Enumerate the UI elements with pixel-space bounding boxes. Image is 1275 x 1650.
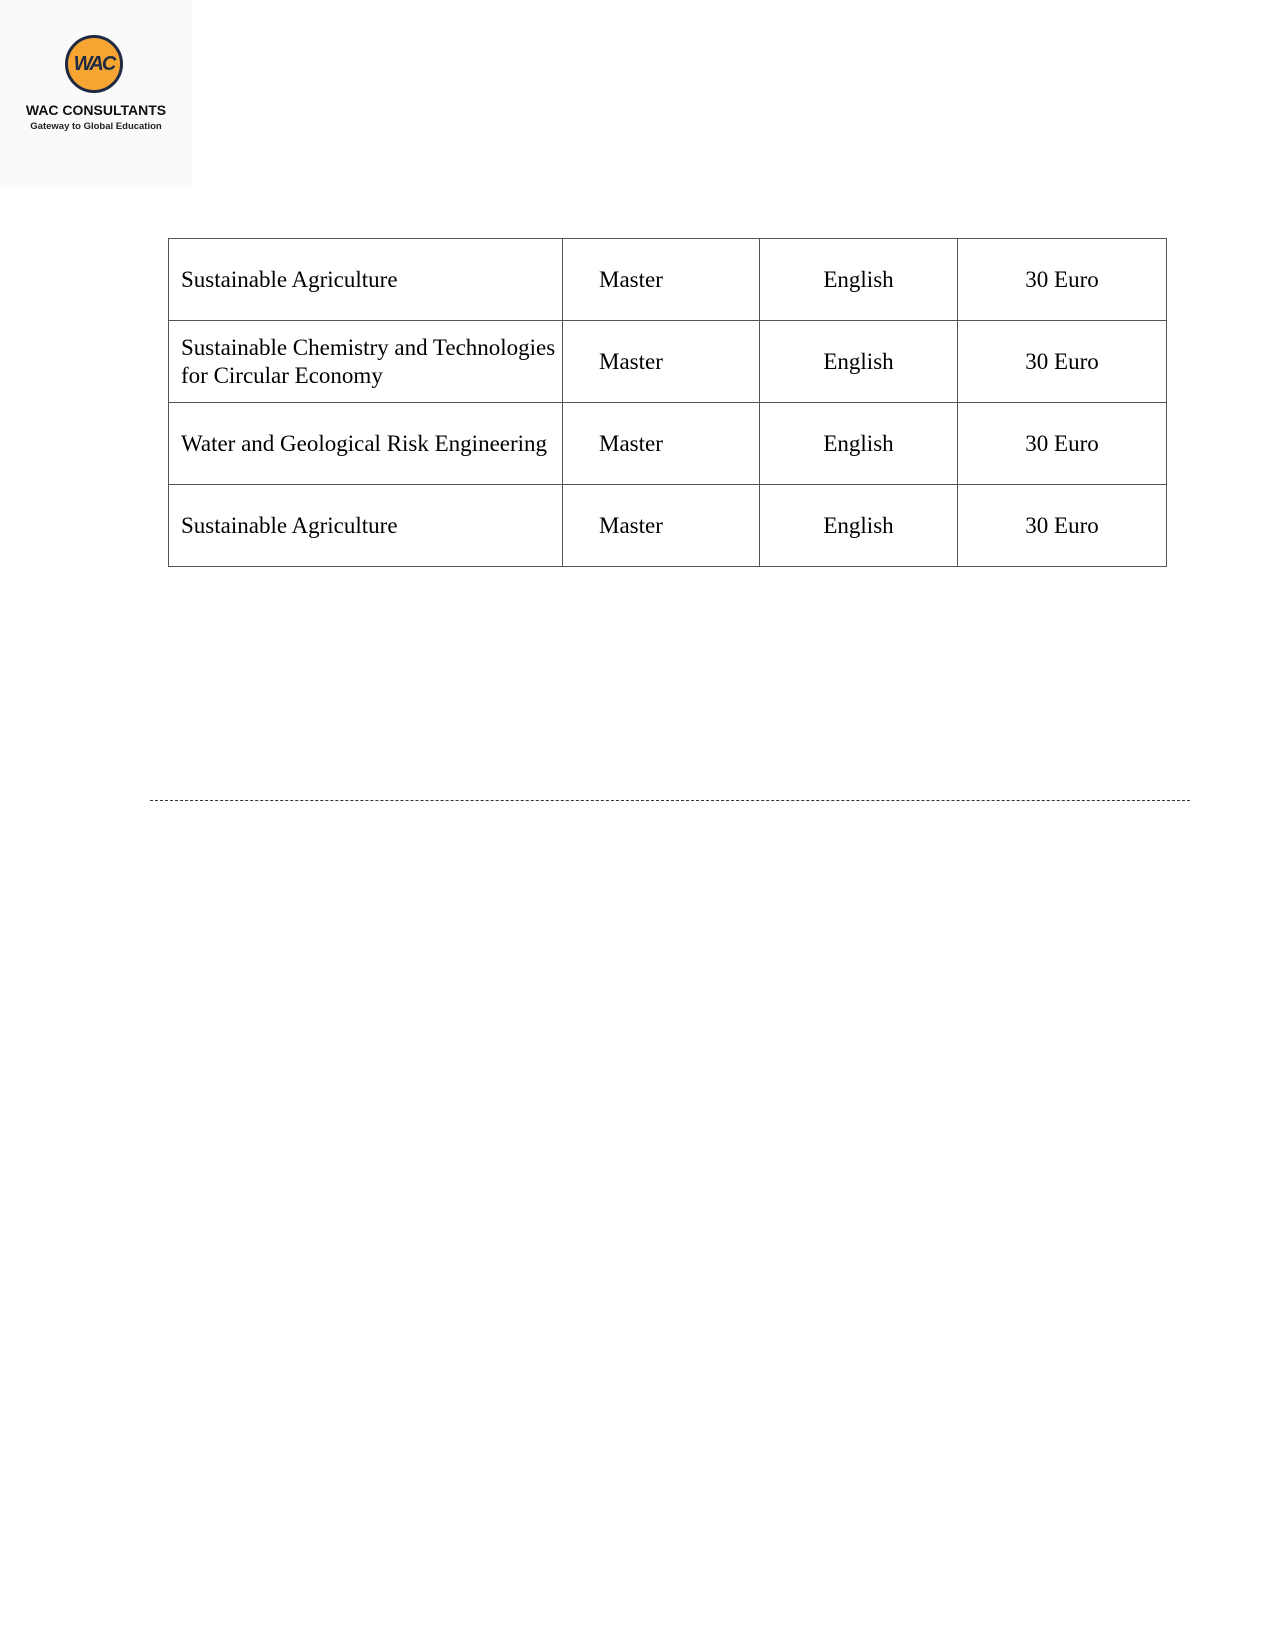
program-table bbox=[168, 238, 1167, 567]
table-row bbox=[169, 403, 1167, 485]
fee-cell: 30 Euro bbox=[958, 239, 1167, 321]
program-name-cell: Sustainable Agriculture bbox=[169, 239, 563, 321]
table-row bbox=[169, 485, 1167, 567]
fee-cell: 30 Euro bbox=[958, 321, 1167, 403]
program-name-cell: Water and Geological Risk Engineering bbox=[169, 403, 563, 485]
logo-mark: WAC bbox=[73, 52, 115, 75]
level-cell: Master bbox=[563, 321, 760, 403]
fee-cell: 30 Euro bbox=[958, 485, 1167, 567]
wac-logo-icon bbox=[65, 35, 123, 93]
table-row bbox=[169, 321, 1167, 403]
level-cell: Master bbox=[563, 485, 760, 567]
level-cell: Master bbox=[563, 239, 760, 321]
table-row bbox=[169, 239, 1167, 321]
language-cell: English bbox=[760, 403, 958, 485]
program-name-cell: Sustainable Agriculture bbox=[169, 485, 563, 567]
language-cell: English bbox=[760, 485, 958, 567]
level-cell: Master bbox=[563, 403, 760, 485]
language-cell: English bbox=[760, 321, 958, 403]
logo-tagline: Gateway to Global Education bbox=[30, 121, 162, 132]
logo-block bbox=[0, 0, 192, 188]
logo-title: WAC CONSULTANTS bbox=[25, 102, 167, 118]
program-name-cell: Sustainable Chemistry and Technologies for Circular Economy bbox=[169, 321, 563, 403]
dashed-divider bbox=[150, 800, 1190, 801]
fee-cell: 30 Euro bbox=[958, 403, 1167, 485]
language-cell: English bbox=[760, 239, 958, 321]
